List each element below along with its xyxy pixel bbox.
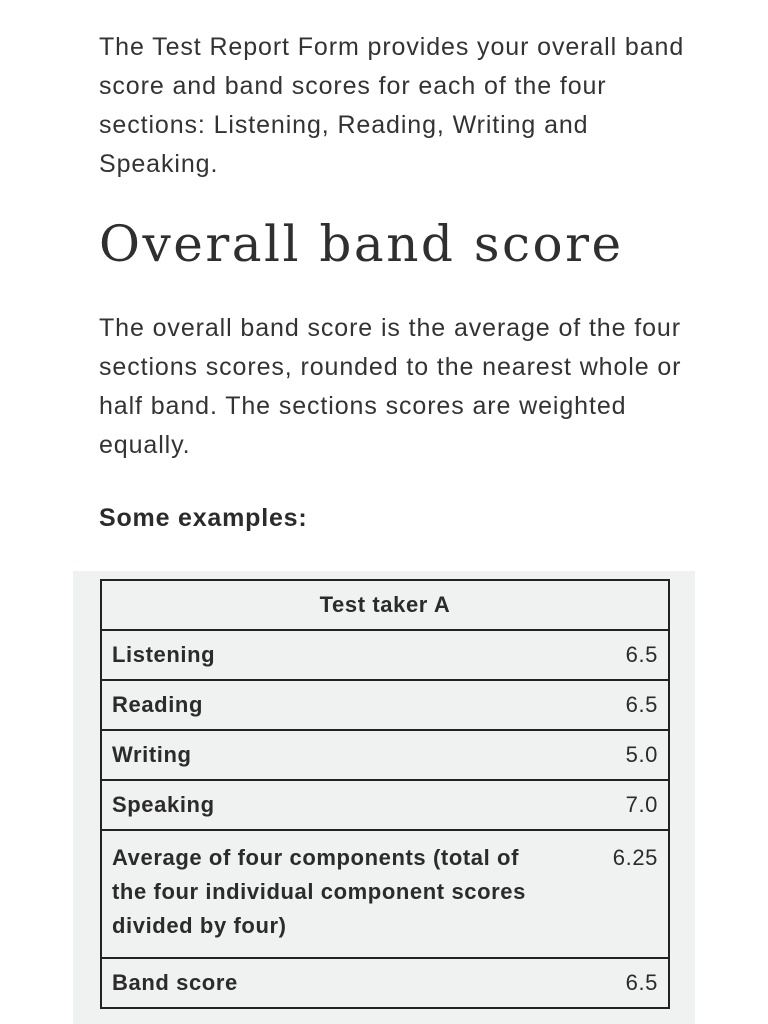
table-row — [101, 680, 669, 730]
table-row — [101, 630, 669, 680]
row-label: Band score — [101, 958, 568, 1008]
row-value: 6.25 — [568, 830, 669, 958]
article-content — [99, 0, 689, 532]
row-value: 5.0 — [568, 730, 669, 780]
examples-label: Some examples: — [99, 504, 308, 532]
table-row — [101, 780, 669, 830]
table-row — [101, 958, 669, 1008]
table-row — [101, 730, 669, 780]
row-label: Reading — [101, 680, 568, 730]
table-row — [101, 830, 669, 958]
row-label: Listening — [101, 630, 568, 680]
row-label: Writing — [101, 730, 568, 780]
description-paragraph: The overall band score is the average of the four sections scores, rounded to the nearest whole or half band. The sections scores are weighted equally. — [99, 314, 682, 459]
intro-paragraph: The Test Report Form provides your overall band score and band scores for each of the four sections: Listening, Reading, Writing and Speaking. — [99, 33, 685, 178]
page-heading: Overall band score — [99, 215, 624, 273]
row-label: Average of four components (total of the four individual component scores divided by four) — [101, 830, 568, 958]
row-value: 6.5 — [568, 958, 669, 1008]
score-table — [100, 579, 670, 1009]
row-value: 7.0 — [568, 780, 669, 830]
table-header: Test taker A — [101, 580, 669, 630]
row-value: 6.5 — [568, 630, 669, 680]
row-value: 6.5 — [568, 680, 669, 730]
table-header-row — [101, 580, 669, 630]
table-panel — [73, 571, 695, 1024]
row-label: Speaking — [101, 780, 568, 830]
